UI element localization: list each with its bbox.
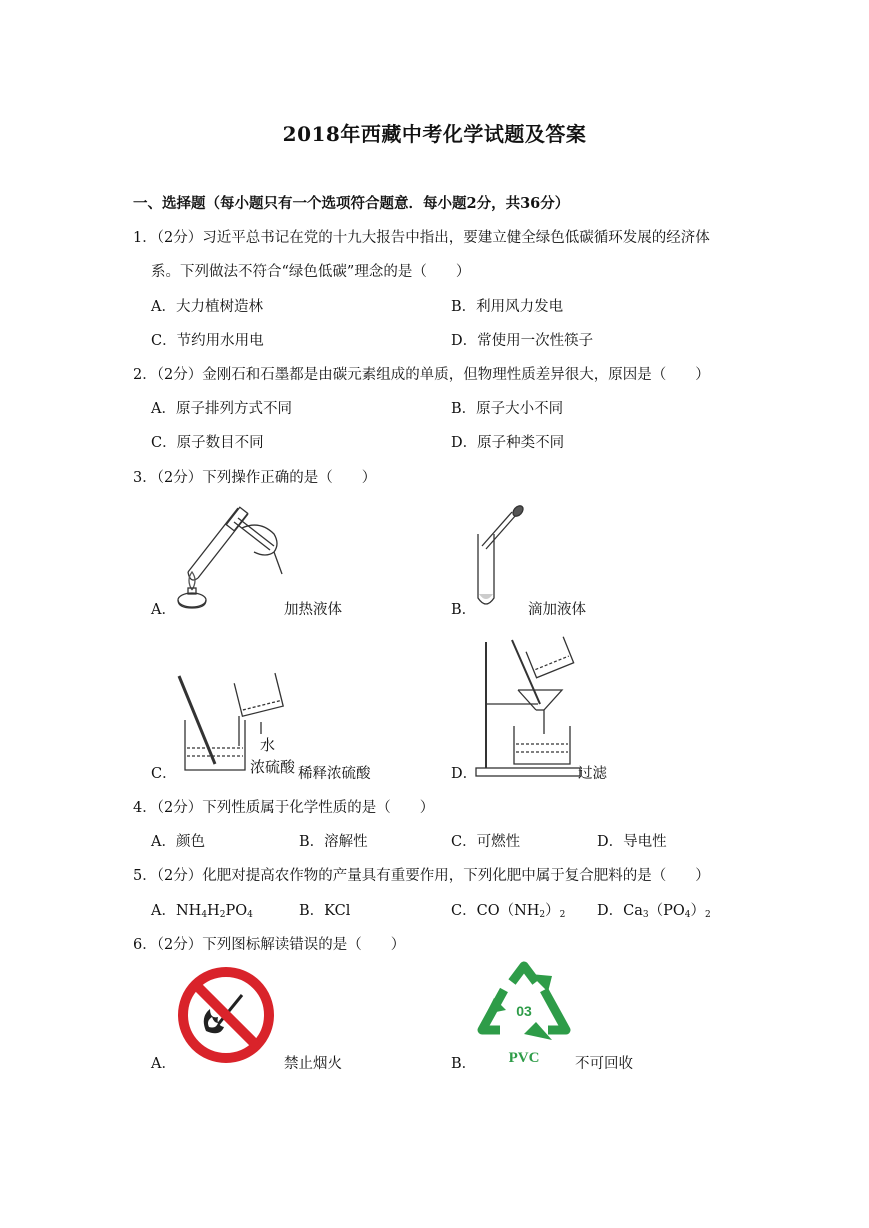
question-5-option-c: C．$CO(NH_2)_2$ (451, 903, 566, 920)
question-5-option-b: B．KCl (299, 903, 351, 919)
question-1-stem-line2: 系。下列做法不符合“绿色低碳”理念的是（ ） (151, 264, 471, 280)
question-3-option-b-letter: B． (451, 602, 477, 618)
question-3-option-a-label: 加热液体 (284, 602, 342, 618)
heating-liquid-figure (170, 500, 290, 612)
question-2-option-a: A．原子排列方式不同 (151, 401, 292, 417)
question-4-option-a: A．颜色 (151, 834, 205, 850)
question-6-option-a-letter: A． (151, 1056, 176, 1072)
question-3-option-d-label: 过滤 (578, 766, 607, 782)
filtration-figure (474, 634, 580, 778)
question-5-stem: 5．（2分）化肥对提高农作物的产量具有重要作用，下列化肥中属于复合肥料的是（ ） (133, 868, 710, 884)
question-2-option-d: D．原子种类不同 (451, 435, 565, 451)
question-3-option-c-letter: C． (151, 766, 177, 782)
question-1-stem-line1: 1．（2分）习近平总书记在党的十九大报告中指出，要建立健全绿色低碳循环发展的经济体 (133, 230, 710, 246)
question-6-option-b-label: 不可回收 (575, 1056, 633, 1072)
section-heading: 一、选择题（每小题只有一个选项符合题意．每小题2分，共36分） (133, 195, 570, 212)
question-3-option-a-letter: A． (151, 602, 176, 618)
no-fire-sign-icon (176, 965, 276, 1065)
recycle-code: 03 (516, 1003, 532, 1019)
question-2-stem: 2．（2分）金刚石和石墨都是由碳元素组成的单质，但物理性质差异很大，原因是（ ） (133, 367, 710, 383)
question-2-option-b: B．原子大小不同 (451, 401, 564, 417)
diluting-figure-label-water: 水 (260, 736, 276, 754)
question-1-option-d: D．常使用一次性筷子 (451, 333, 594, 349)
question-4-option-b: B．溶解性 (299, 834, 368, 850)
page-title: 2018年西藏中考化学试题及答案 (282, 122, 587, 146)
question-6-option-b-letter: B． (451, 1056, 477, 1072)
question-1-option-a: A．大力植树造林 (151, 299, 263, 315)
question-5-option-a: A．$NH_4H_2PO_4$ (151, 903, 253, 920)
question-2-option-c: C．原子数目不同 (151, 435, 264, 451)
question-1-option-c: C．节约用水用电 (151, 333, 264, 349)
diluting-figure-label-acid: 浓硫酸 (250, 758, 296, 776)
question-6-option-a-label: 禁止烟火 (284, 1056, 342, 1072)
question-4-stem: 4．（2分）下列性质属于化学性质的是（ ） (133, 800, 435, 816)
dropping-liquid-figure (470, 506, 530, 610)
recycle-material: PVC (508, 1050, 540, 1066)
question-4-option-c: C．可燃性 (451, 834, 521, 850)
pvc-recycle-icon (474, 958, 574, 1068)
question-1-option-b: B．利用风力发电 (451, 299, 564, 315)
question-5-option-d: D．$Ca_3(PO_4)_2$ (597, 903, 711, 920)
question-3-option-c-label: 稀释浓硫酸 (298, 766, 371, 782)
question-3-stem: 3．（2分）下列操作正确的是（ ） (133, 470, 377, 486)
question-4-option-d: D．导电性 (597, 834, 667, 850)
question-3-option-d-letter: D． (451, 766, 478, 782)
question-6-stem: 6．（2分）下列图标解读错误的是（ ） (133, 937, 406, 953)
question-3-option-b-label: 滴加液体 (528, 602, 586, 618)
